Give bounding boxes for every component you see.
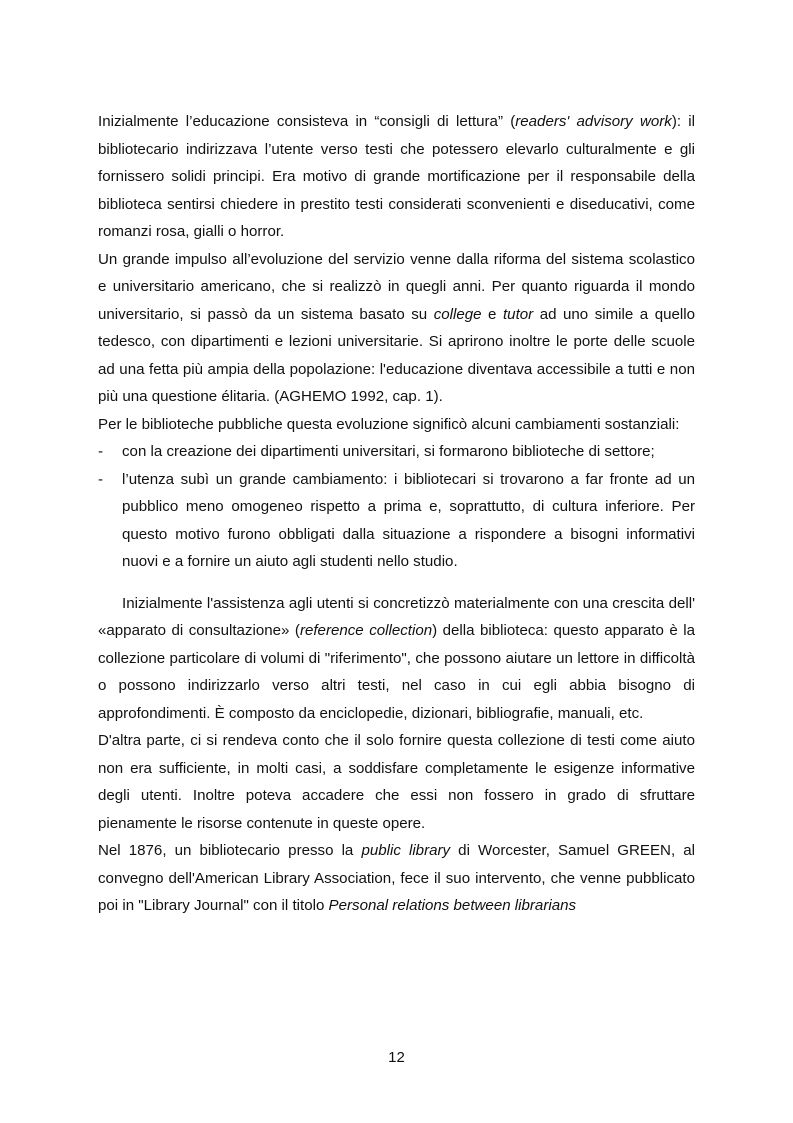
paragraph-university-reform [98,246,695,411]
paragraph-text: Un grande impulso all’evoluzione del servizio venne dalla riforma del sistema scolastico e universitario americano, che si realizzò in quegli anni. Per quanto riguarda il mondo universitario, si passò da un sistema basato su [98,250,695,323]
paragraph-text: Nel 1876, un bibliotecario presso la [98,842,362,859]
list-item: - con la creazione dei dipartimenti universitari, si formarono biblioteche di settore; [98,438,695,466]
paragraph-text: ): il bibliotecario indirizzava l’utente verso testi che potessero elevarlo culturalmente e gli fornissero solidi principi. Era motivo di grande mortificazione per il responsabile della biblioteca sentirsi chiedere in prestito testi considerati sconvenienti e diseducativi, come romanzi rosa, gialli o horror. [98,113,695,240]
changes-list [98,438,695,576]
italic-term: tutor [502,305,534,323]
paragraph-text: di Worcester, Samuel GREEN, al convegno dell'American Library Association, fece il suo intervento, che venne pubblicato poi in "Library Journal" con il titolo [98,842,695,914]
italic-term: public library [361,842,451,859]
paragraph-text: Inizialmente l’educazione consisteva in “consigli di lettura” ( [98,113,516,130]
paragraph-text: ) della biblioteca: questo apparato è la collezione particolare di volumi di "riferimento", che possono aiutare un lettore in difficoltà o possono indirizzarlo verso altri testi, nel caso in cui egli abbia bisogno di approfondimenti. È composto da enciclopedie, dizionari, bibliografie, manuali, etc. [98,622,695,722]
paragraph-insufficient-collection [98,727,695,837]
document-page [98,108,695,920]
paragraph-samuel-green [98,837,695,920]
italic-term: reference collection [299,622,433,639]
paragraph-readers-advisory [98,108,695,246]
paragraph-public-libraries [98,411,695,439]
paragraph-text: Inizialmente l'assistenza agli utenti si concretizzò materialmente con una crescita dell' «apparato di consultazione» ( [98,594,695,639]
paragraph-text: e [481,305,503,323]
paragraph-reference-collection [98,590,695,728]
paragraph-text: ad uno simile a quello tedesco, con dipartimenti e lezioni universitarie. Si aprirono inoltre le porte delle scuole ad una fetta più ampia della popolazione: l'educazione diventava accessibile a tutti e non più una questione élitaria. (AGHEMO 1992, cap. 1). [98,305,695,405]
italic-term: readers' advisory work [515,113,672,130]
italic-term: college [433,305,482,323]
italic-title: Personal relations between librarians [328,897,577,914]
paragraph-text: D'altra parte, ci si rendeva conto che il solo fornire questa collezione di testi come aiuto non era sufficiente, in molti casi, a soddisfare completamente le esigenze informative degli utenti. Inoltre poteva accadere che essi non fossero in grado di sfruttare pienamente le risorse contenute in queste opere. [98,732,695,832]
paragraph-text: Per le biblioteche pubbliche questa evoluzione significò alcuni cambiamenti sostanziali: [98,415,680,433]
page-number: 12 [388,1049,405,1066]
list-item: - l’utenza subì un grande cambiamento: i bibliotecari si trovarono a far fronte ad un pubblico meno omogeneo rispetto a prima e, soprattutto, di cultura inferiore. Per questo motivo furono obbligati dalla situazione a rispondere a bisogni informativi nuovi e a fornire un aiuto agli studenti nello studio. [98,466,695,576]
